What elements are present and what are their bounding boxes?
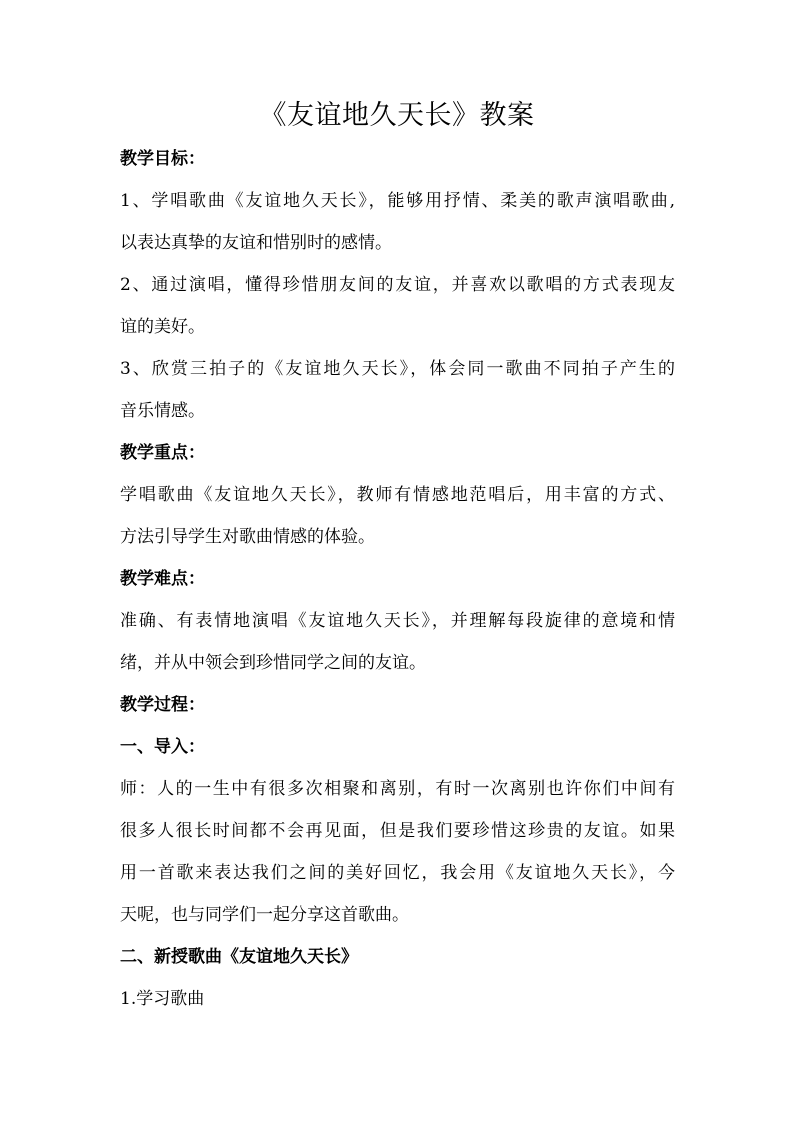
- key-points-line-2: 方法引导学生对歌曲情感的体验。: [120, 527, 375, 547]
- objective-2-line-1: 2、通过演唱，懂得珍惜朋友间的友谊，并喜欢以歌唱的方式表现友: [120, 275, 675, 295]
- objective-3-line-1: 3、欣赏三拍子的《友谊地久天长》，体会同一歌曲不同拍子产生的: [120, 359, 675, 379]
- difficulties-line-1: 准确、有表情地演唱《友谊地久天长》，并理解每段旋律的意境和情: [120, 611, 675, 631]
- new-song-heading: 二、新授歌曲《友谊地久天长》: [120, 947, 358, 967]
- key-points-line-1: 学唱歌曲《友谊地久天长》，教师有情感地范唱后，用丰富的方式、: [120, 485, 675, 505]
- difficulties-heading: 教学难点：: [120, 569, 205, 589]
- key-points-heading: 教学重点：: [120, 443, 205, 463]
- document-title: 《友谊地久天长》教案: [259, 100, 535, 131]
- intro-line-2: 很多人很长时间都不会再见面，但是我们要珍惜这珍贵的友谊。如果: [120, 821, 675, 841]
- intro-heading: 一、导入：: [120, 737, 205, 757]
- intro-line-3: 用一首歌来表达我们之间的美好回忆，我会用《友谊地久天长》，今: [120, 863, 675, 883]
- difficulties-line-2: 绪，并从中领会到珍惜同学之间的友谊。: [120, 653, 426, 673]
- process-heading: 教学过程：: [120, 695, 205, 715]
- objectives-heading: 教学目标：: [120, 149, 205, 169]
- objective-1-line-1: 1、学唱歌曲《友谊地久天长》，能够用抒情、柔美的歌声演唱歌曲,: [120, 191, 675, 211]
- objective-3-line-2: 音乐情感。: [120, 401, 205, 421]
- intro-line-4: 天呢，也与同学们一起分享这首歌曲。: [120, 905, 409, 925]
- new-song-step-1: 1.学习歌曲: [120, 989, 205, 1009]
- objective-2-line-2: 谊的美好。: [120, 317, 205, 337]
- objective-1-line-2: 以表达真挚的友谊和惜别时的感情。: [120, 233, 392, 253]
- intro-line-1: 师：人的一生中有很多次相聚和离别，有时一次离别也许你们中间有: [120, 779, 675, 799]
